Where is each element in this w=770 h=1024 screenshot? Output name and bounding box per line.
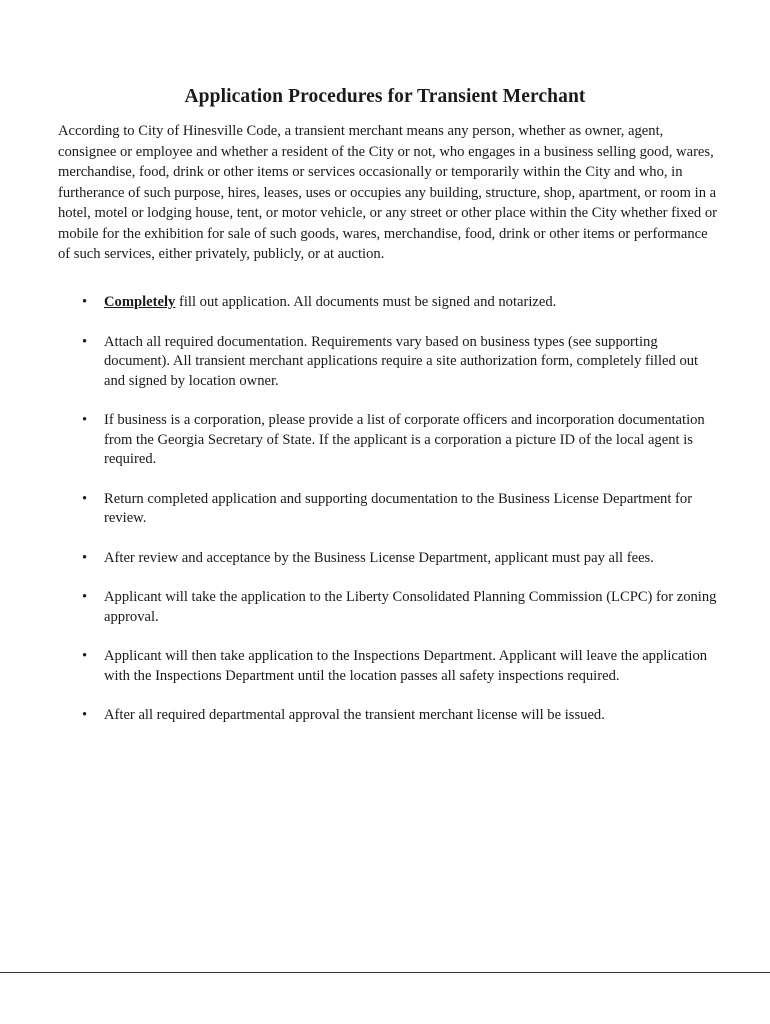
procedure-step-5 xyxy=(58,549,718,569)
step-text: fill out application. All documents must be signed and notarized. xyxy=(175,294,557,310)
procedure-step-7 xyxy=(58,647,718,686)
step-text: After all required departmental approval the transient merchant license will be issued. xyxy=(104,707,605,723)
bullet-icon: • xyxy=(82,294,88,310)
step-text: Applicant will take the application to the Liberty Consolidated Planning Commission (LCPC) for zoning approval. xyxy=(104,589,717,625)
procedure-steps-list xyxy=(58,293,718,746)
bullet-icon: • xyxy=(82,589,88,605)
bullet-icon: • xyxy=(82,490,88,507)
procedure-step-4 xyxy=(58,490,718,529)
step-text: Return completed application and supporting documentation to the Business License Department for review. xyxy=(104,490,693,526)
bullet-icon: • xyxy=(82,707,88,723)
procedure-step-3 xyxy=(58,411,718,470)
step-emphasis: Completely xyxy=(104,294,176,310)
bullet-icon: • xyxy=(82,412,88,428)
step-text: If business is a corporation, please provide a list of corporate officers and incorporation documentation from the Georgia Secretary of State. If the applicant is a corporation a picture ID of the local agent is required. xyxy=(104,412,705,467)
procedure-step-8 xyxy=(58,706,718,726)
footer-divider xyxy=(0,972,770,973)
step-text: Attach all required documentation. Requirements vary based on business types (see supporting document). All transient merchant applications require a site authorization form, completely filled out and signed by location owner. xyxy=(104,333,699,389)
intro-paragraph: According to City of Hinesville Code, a transient merchant means any person, whether as owner, agent, consignee or employee and whether a resident of the City or not, who engages in a business selling good, wares, merchandise, food, drink or other items or services occasionally or temporarily within the City and who, in furtherance of such purpose, hires, leases, uses or occupies any building, structure, shop, apartment, or room in a hotel, motel or lodging house, tent, or motor vehicle, or any street or other place within the City whether fixed or mobile for the exhibition for sale of such goods, wares, merchandise, food, drink or other items or performance of such services, either privately, publicly, or at auction. xyxy=(58,123,717,262)
procedure-step-1 xyxy=(58,293,718,313)
document-title: Application Procedures for Transient Merchant xyxy=(184,86,586,107)
step-text: Applicant will then take application to the Inspections Department. Applicant will leave the application with the Inspections Department until the location passes all safety inspections required. xyxy=(104,648,708,684)
step-text: After review and acceptance by the Business License Department, applicant must pay all fees. xyxy=(104,549,654,566)
bullet-icon: • xyxy=(82,333,88,350)
bullet-icon: • xyxy=(82,549,88,566)
bullet-icon: • xyxy=(82,648,88,664)
procedure-step-6 xyxy=(58,588,718,627)
procedure-step-2 xyxy=(58,333,718,392)
